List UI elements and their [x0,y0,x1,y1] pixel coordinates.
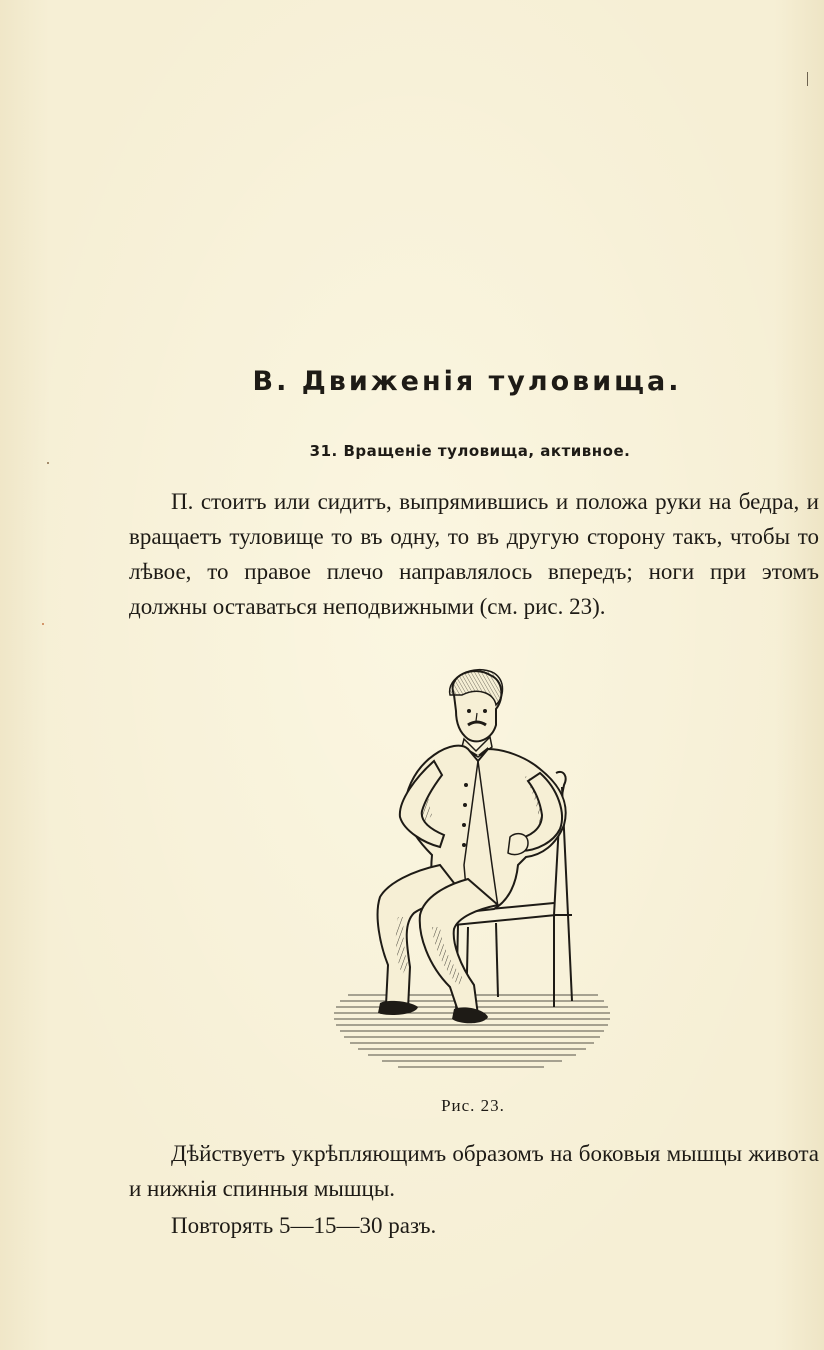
exercise-description: П. стоитъ или сидитъ, выпрямившись и положа руки на бедра, и вращаетъ туловище то въ одну, то въ другую сторону такъ, чтобы то лѣвое, то правое плечо направлялось впередъ; ноги при этомъ должны оставаться неподвижными (см. рис. 23). [129,489,819,619]
paper-speck [47,462,49,464]
seated-man-engraving-icon [328,665,618,1085]
section-heading: В. Движенія туловища. [252,366,682,397]
repetitions-line: Повторять 5—15—30 разъ. [171,1213,437,1238]
effect-paragraph: Дѣйствуетъ укрѣпляющимъ образомъ на боковыя мышцы живота и нижнія спинныя мышцы. [129,1141,819,1201]
paper-speck [42,623,44,625]
figure-caption: Рис. 23. [441,1096,505,1115]
figure-illustration [328,665,618,1085]
exercise-title: 31. Вращеніе туловища, активное. [309,442,631,460]
margin-mark [807,72,808,86]
head [450,670,503,742]
